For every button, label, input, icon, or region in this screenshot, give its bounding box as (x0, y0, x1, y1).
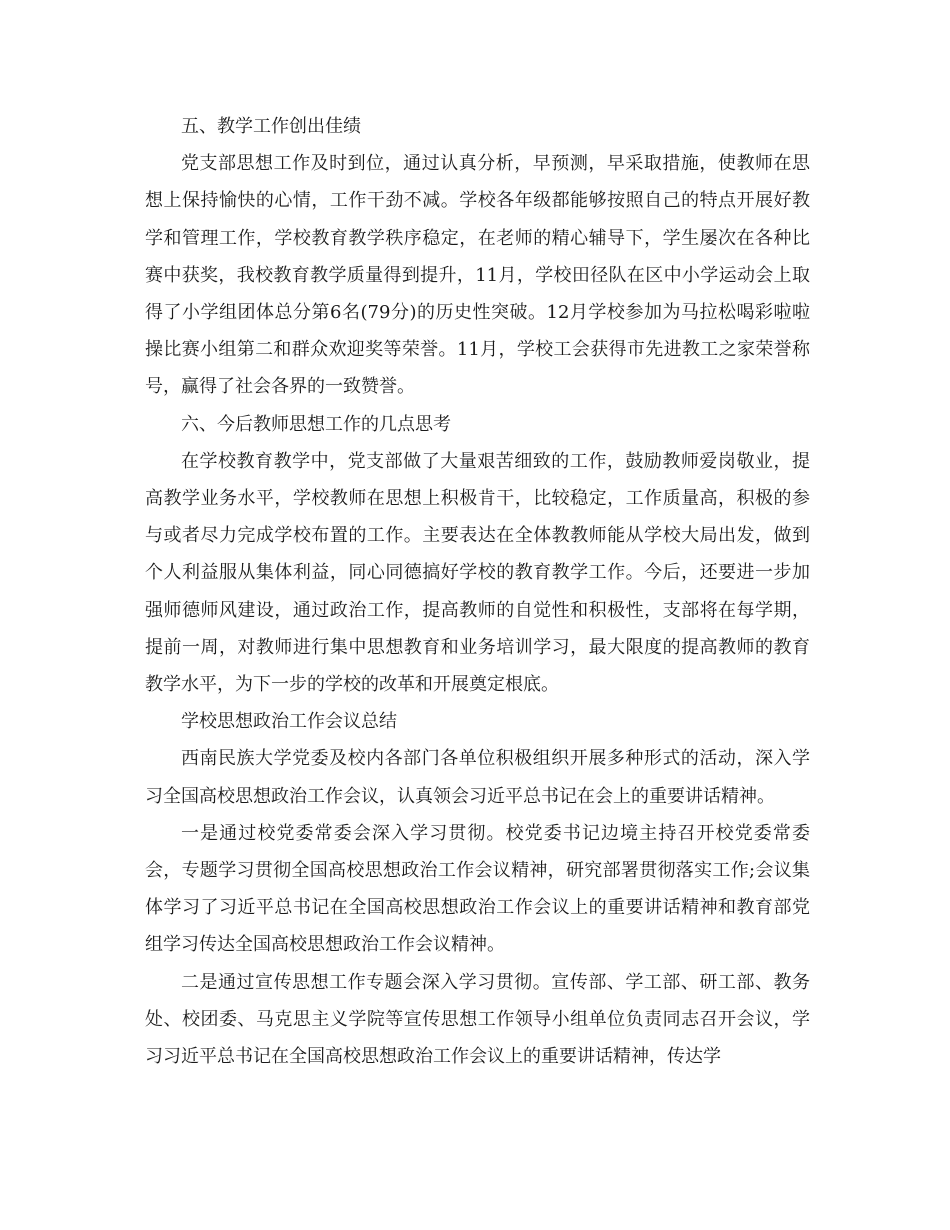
section-heading-future-thoughts: 六、今后教师思想工作的几点思考 (181, 413, 451, 435)
paragraph-teaching-results: 党支部思想工作及时到位，通过认真分析，早预测，早采取措施，使教师在思想上保持愉快的心情，工作干劲不减。学校各年级都能够按照自己的特点开展好教学和管理工作，学校教育教学秩序稳定，在老师的精心辅导下，学生屡次在各种比赛中获奖，我校教育教学质量得到提升，11月，学校田径队在区中小学运动会上取得了小学组团体总分第6名(79分)的历史性突破。12月学校参加为马拉松喝彩啦啦操比赛小组第二和群众欢迎奖等荣誉。11月，学校工会获得市先进教工之家荣誉称号，赢得了社会各界的一致赞誉。 (145, 153, 810, 398)
section-heading-meeting-summary: 学校思想政治工作会议总结 (181, 711, 397, 733)
paragraph-future-thoughts: 在学校教育教学中，党支部做了大量艰苦细致的工作，鼓励教师爱岗敬业，提高教学业务水平，学校教师在思想上积极肯干，比较稳定，工作质量高，积极的参与或者尽力完成学校布置的工作。主要表达在全体教教师能从学校大局出发，做到个人利益服从集体利益，同心同德搞好学校的教育教学工作。今后，还要进一步加强师德师风建设，通过政治工作，提高教师的自觉性和积极性，支部将在每学期，提前一周，对教师进行集中思想教育和业务培训学习，最大限度的提高教师的教育教学水平，为下一步的学校的改革和开展奠定根底。 (145, 450, 810, 696)
paragraph-publicity-meeting: 二是通过宣传思想工作专题会深入学习贯彻。宣传部、学工部、研工部、教务处、校团委、马克思主义学院等宣传思想工作领导小组单位负责同志召开会议，学习习近平总书记在全国高校思想政治工作会议上的重要讲话精神，传达学 (145, 971, 810, 1068)
document-page (145, 108, 810, 1075)
paragraph-standing-committee: 一是通过校党委常委会深入学习贯彻。校党委书记边境主持召开校党委常委会，专题学习贯彻全国高校思想政治工作会议精神，研究部署贯彻落实工作;会议集体学习了习近平总书记在全国高校思想政治工作会议上的重要讲话精神和教育部党组学习传达全国高校思想政治工作会议精神。 (145, 822, 810, 956)
paragraph-meeting-intro: 西南民族大学党委及校内各部门各单位积极组织开展多种形式的活动，深入学习全国高校思想政治工作会议，认真领会习近平总书记在会上的重要讲话精神。 (145, 748, 810, 807)
section-heading-teaching-results: 五、教学工作创出佳绩 (181, 116, 361, 137)
